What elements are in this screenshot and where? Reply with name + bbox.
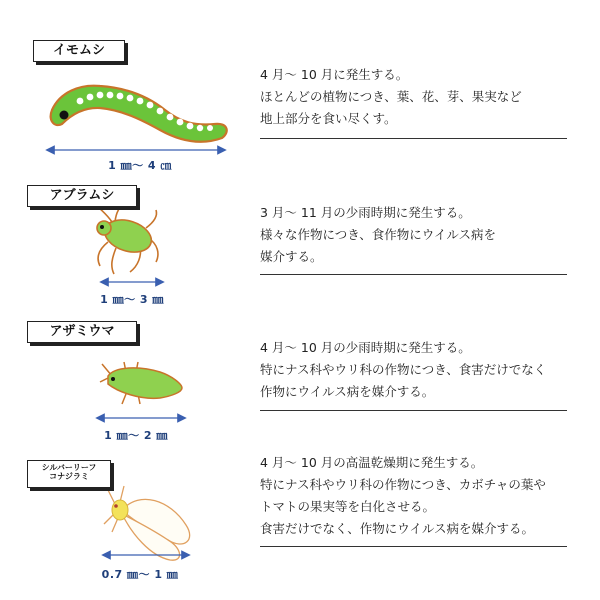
pest-label-line: コナジラミ xyxy=(49,472,89,481)
description-line: 4 月～ 10 月に発生する。 xyxy=(260,67,409,82)
thrips-illustration xyxy=(100,362,182,404)
description-line: 特にナス科やウリ科の作物につき、食害だけでなく xyxy=(260,362,547,377)
description-imomushi xyxy=(260,64,580,130)
aphid-eye xyxy=(100,225,104,229)
divider xyxy=(260,274,567,275)
size-range-azamiuma: 1 ㎜～ 2 ㎜ xyxy=(104,429,168,442)
description-line: 特にナス科やウリ科の作物につき、カボチャの葉や xyxy=(260,477,546,492)
description-line: 地上部分を食い尽くす。 xyxy=(260,111,397,126)
description-aburamushi xyxy=(260,202,580,268)
divider xyxy=(260,138,567,139)
description-line: 食害だけでなく、作物にウイルス病を媒介する。 xyxy=(260,521,535,536)
description-azamiuma xyxy=(260,337,580,403)
pest-label-imomushi: イモムシ xyxy=(33,40,125,62)
size-range-aburamushi: 1 ㎜～ 3 ㎜ xyxy=(100,293,164,306)
size-range-imomushi: 1 ㎜～ 4 ㎝ xyxy=(108,159,172,172)
size-range-silverleaf-whitefly: 0.7 ㎜～ 1 ㎜ xyxy=(101,568,179,581)
description-line: 3 月～ 11 月の少雨時期に発生する。 xyxy=(260,205,471,220)
caterpillar-illustration xyxy=(51,86,227,142)
description-line: 4 月～ 10 月の少雨時期に発生する。 xyxy=(260,340,471,355)
whitefly-body xyxy=(112,500,128,520)
whitefly-illustration xyxy=(104,486,190,560)
description-line: 様々な作物につき、食作物にウイルス病を xyxy=(260,227,497,242)
pest-label-azamiuma: アザミウマ xyxy=(27,321,137,343)
aphid-illustration xyxy=(97,204,158,274)
description-line: 作物にウイルス病を媒介する。 xyxy=(260,384,435,399)
whitefly-eye xyxy=(114,504,118,508)
description-line: 媒介する。 xyxy=(260,249,323,264)
pest-label-silverleaf-whitefly xyxy=(27,460,111,488)
description-line: 4 月～ 10 月の高温乾燥期に発生する。 xyxy=(260,455,484,470)
description-line: トマトの果実等を白化させる。 xyxy=(260,499,436,514)
pest-label-line: シルバーリーフ xyxy=(41,463,97,472)
divider xyxy=(260,410,567,411)
thrips-eye xyxy=(111,377,115,381)
description-silverleaf-whitefly xyxy=(260,452,580,540)
divider xyxy=(260,546,567,547)
pest-label-aburamushi: アブラムシ xyxy=(27,185,137,207)
description-line: ほとんどの植物につき、葉、花、芽、果実など xyxy=(260,89,522,104)
